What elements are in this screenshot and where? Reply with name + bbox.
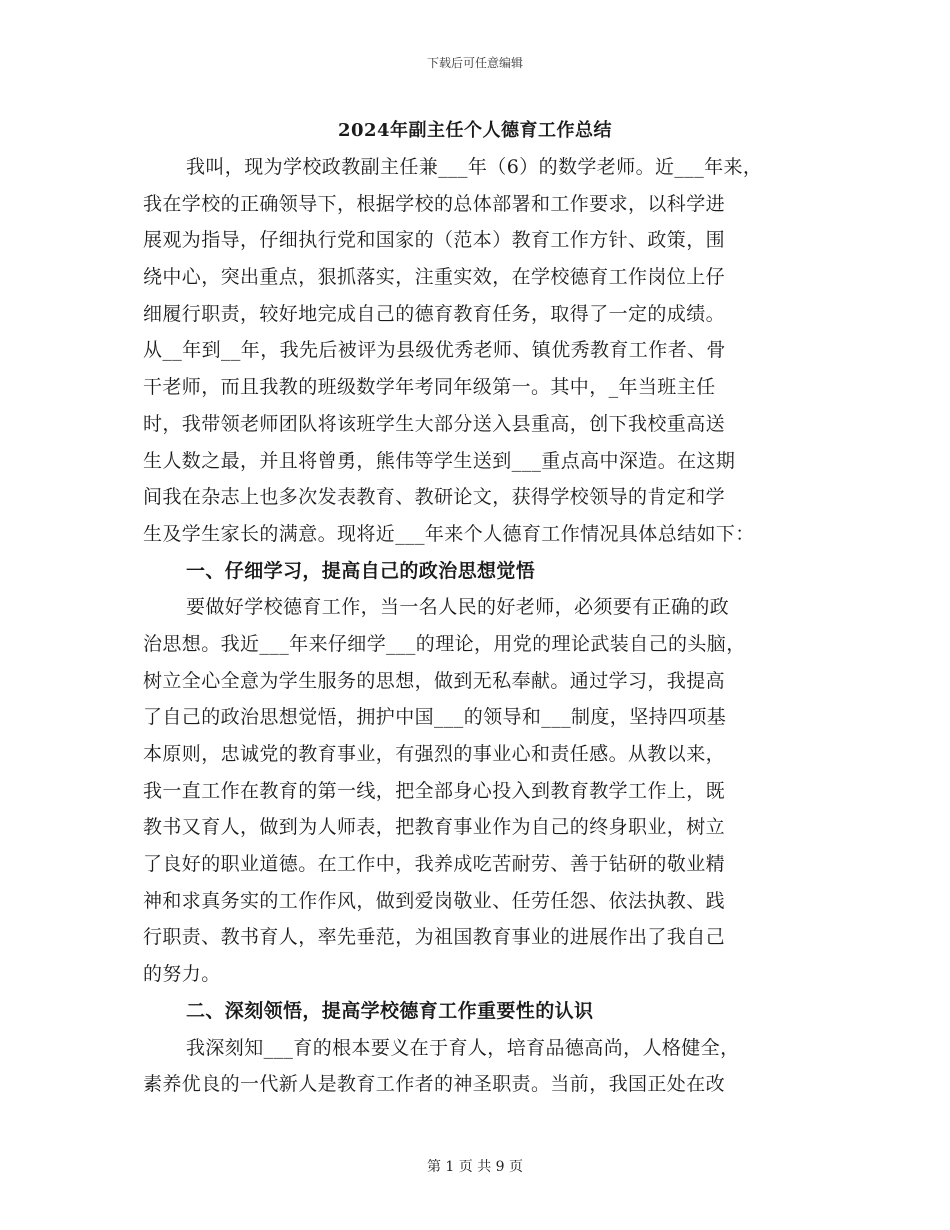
text-line: 素养优良的一代新人是教育工作者的神圣职责。当前，我国正处在改: [143, 1073, 726, 1096]
text-line: 我叫，现为学校政教副主任兼___年（6）的数学老师。近___年来，: [186, 156, 763, 178]
text-line: 树立全心全意为学生服务的思想，做到无私奉献。通过学习，我提高: [143, 669, 726, 692]
text-line: 了良好的职业道德。在工作中，我养成吃苦耐劳、善于钻研的敬业精: [143, 853, 726, 876]
text-line: 我在学校的正确领导下，根据学校的总体部署和工作要求，以科学进: [143, 192, 726, 215]
text-line: 教书又育人，做到为人师表，把教育事业作为自己的终身职业，树立: [143, 816, 726, 839]
text-line: 细履行职责，较好地完成自己的德育教育任务，取得了一定的成绩。: [143, 302, 726, 325]
text-line: 我一直工作在教育的第一线，把全部身心投入到教育教学工作上，既: [143, 779, 726, 802]
text-line: 展观为指导，仔细执行党和国家的（范本）教育工作方针、政策，围: [143, 229, 726, 252]
text-line: 绕中心，突出重点，狠抓落实，注重实效，在学校德育工作岗位上仔: [143, 266, 726, 289]
text-line: 了自己的政治思想觉悟，拥护中国___的领导和___制度，坚持四项基: [143, 706, 727, 729]
text-line: 生及学生家长的满意。现将近___年来个人德育工作情况具体总结如下：: [143, 522, 755, 545]
text-line: 干老师，而且我教的班级数学年考同年级第一。其中，_年当班主任: [143, 376, 716, 399]
section-heading: 一、仔细学习，提高自己的政治思想觉悟: [186, 559, 536, 582]
text-line: 要做好学校德育工作，当一名人民的好老师，必须要有正确的政: [186, 596, 730, 619]
text-line: 从__年到__年，我先后被评为县级优秀老师、镇优秀教育工作者、骨: [143, 339, 726, 362]
text-line: 治思想。我近___年来仔细学___的理论，用党的理论武装自己的头脑，: [143, 632, 746, 655]
text-line: 的努力。: [143, 963, 221, 986]
page-header: 下载后可任意编辑: [426, 56, 523, 70]
text-line: 生人数之最，并且将曾勇，熊伟等学生送到___重点高中深造。在这期: [143, 449, 736, 472]
text-line: 间我在杂志上也多次发表教育、教研论文，获得学校领导的肯定和学: [143, 486, 726, 509]
text-line: 我深刻知___育的根本要义在于育人，培育品德高尚，人格健全，: [186, 1036, 740, 1059]
text-line: 神和求真务实的工作作风，做到爱岗敬业、任劳任怨、依法执教、践: [143, 889, 726, 912]
section-heading: 二、深刻领悟，提高学校德育工作重要性的认识: [186, 999, 594, 1022]
text-line: 本原则，忠诚党的教育事业，有强烈的事业心和责任感。从教以来，: [143, 743, 726, 765]
document-body: [143, 149, 825, 1103]
page-footer: 第 1 页 共 9 页: [426, 1159, 524, 1175]
text-line: 时，我带领老师团队将该班学生大部分送入县重高，创下我校重高送: [143, 412, 726, 435]
text-line: 行职责、教书育人，率先垂范，为祖国教育事业的进展作出了我自己: [143, 926, 726, 949]
document-title: 2024年副主任个人德育工作总结: [337, 120, 613, 141]
